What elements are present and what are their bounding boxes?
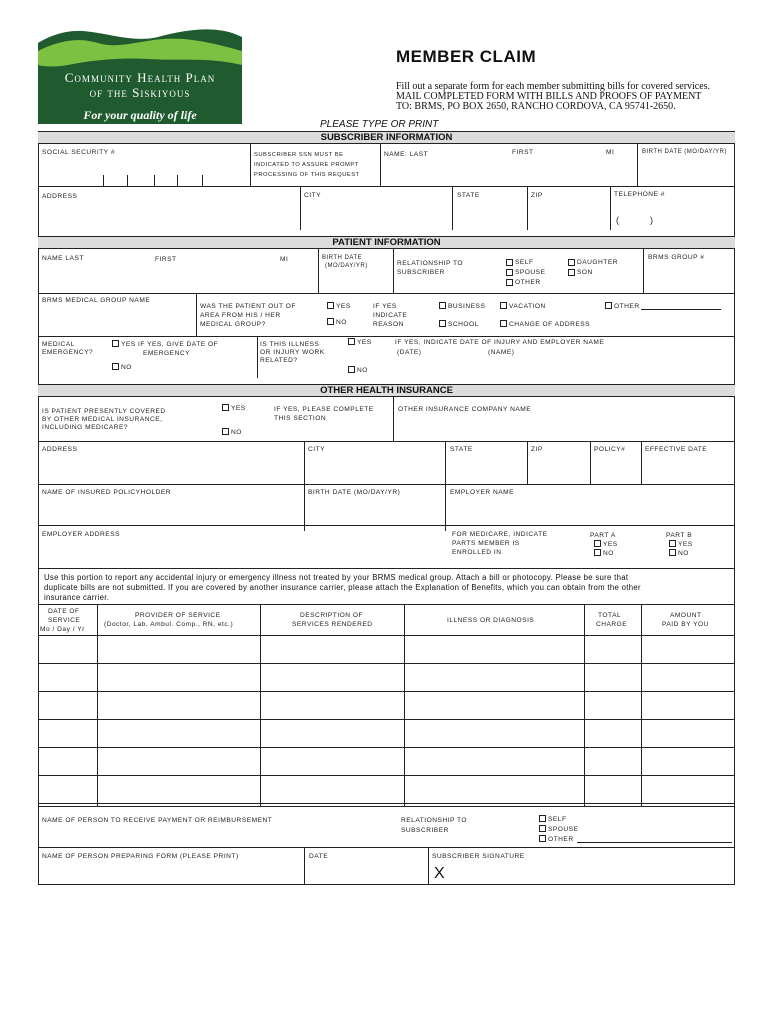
other-coverage-question: IS PATIENT PRESENTLY COVERED (42, 408, 166, 415)
patient-mi-field[interactable]: MI (280, 256, 289, 263)
other-coverage-no-checkbox[interactable] (222, 428, 229, 435)
subscriber-birth-date-field[interactable]: BIRTH DATE (MO/DAY/YR) (642, 149, 728, 155)
payee-other-checkbox[interactable] (539, 835, 546, 842)
complete-section-note: IF YES, PLEASE COMPLETE (274, 406, 374, 413)
table-row[interactable] (38, 663, 735, 664)
patient-last-name-field[interactable]: NAME LAST (42, 255, 84, 262)
signature-x-mark: X (434, 865, 445, 882)
part-a-no-checkbox[interactable] (594, 549, 601, 556)
subscriber-mi-field[interactable]: MI (606, 149, 615, 156)
work-related-no-checkbox[interactable] (348, 366, 355, 373)
emergency-no-checkbox[interactable] (112, 363, 119, 370)
medicare-part-a-label: PART A (590, 532, 616, 539)
logo-name: Community Health Plan of the Siskiyous (64, 70, 216, 100)
subscriber-telephone-field[interactable]: TELEPHONE # (614, 191, 665, 198)
medicare-parts-question: FOR MEDICARE, INDICATE (452, 531, 548, 538)
other-ins-policy-field[interactable]: POLICY# (594, 446, 626, 453)
subscriber-first-name-field[interactable]: FIRST (512, 149, 534, 156)
medical-emergency-question: MEDICAL (42, 341, 75, 348)
col-date-of-service: DATE OF (48, 608, 80, 615)
other-ins-city-field[interactable]: CITY (308, 446, 326, 453)
relationship-self-checkbox[interactable] (506, 259, 513, 266)
instruction-line-1: Fill out a separate form for each member submitting bills for covered services. (396, 81, 711, 92)
emergency-yes-checkbox[interactable] (112, 340, 119, 347)
preparer-name-field[interactable]: NAME OF PERSON PREPARING FORM (PLEASE PRINT) (42, 853, 239, 860)
page-title: MEMBER CLAIM (396, 47, 537, 66)
ssn-label[interactable]: SOCIAL SECURITY # (42, 149, 115, 156)
brms-medical-group-field[interactable]: BRMS MEDICAL GROUP NAME (42, 297, 151, 304)
col-amount-paid: AMOUNT (670, 612, 702, 619)
reason-label: IF YES (373, 303, 397, 310)
patient-first-name-field[interactable]: FIRST (155, 256, 177, 263)
col-illness-diagnosis: ILLNESS OR DIAGNOSIS (447, 617, 535, 624)
reason-business-checkbox[interactable] (439, 302, 446, 309)
table-row (38, 635, 735, 636)
table-row[interactable] (38, 747, 735, 748)
out-of-area-no-checkbox[interactable] (327, 318, 334, 325)
table-row[interactable] (38, 775, 735, 776)
work-related-yes-checkbox[interactable] (348, 338, 355, 345)
notice-text: Use this portion to report any accidental injury or emergency illness not treated by your BRMS medical group. Attach a bill or photocopy. Please be sure that (44, 573, 629, 582)
subscriber-zip-field[interactable]: ZIP (531, 192, 543, 199)
other-coverage-yes-checkbox[interactable] (222, 404, 229, 411)
insured-policyholder-field[interactable]: NAME OF INSURED POLICYHOLDER (42, 489, 172, 496)
out-of-area-question: WAS THE PATIENT OUT OF (200, 303, 296, 310)
subscriber-address-field[interactable]: ADDRESS (42, 193, 78, 200)
relationship-other-checkbox[interactable] (506, 279, 513, 286)
date-field[interactable]: DATE (309, 853, 329, 860)
payee-self-checkbox[interactable] (539, 815, 546, 822)
brms-group-field[interactable]: BRMS GROUP # (648, 254, 705, 261)
subscriber-last-name-field[interactable]: NAME: LAST (384, 151, 429, 158)
part-a-yes-checkbox[interactable] (594, 540, 601, 547)
relationship-son-checkbox[interactable] (568, 269, 575, 276)
table-row[interactable] (38, 691, 735, 692)
col-description: DESCRIPTION OF (300, 612, 364, 619)
col-provider-of-service: PROVIDER OF SERVICE (135, 612, 221, 619)
subscriber-city-field[interactable]: CITY (304, 192, 322, 199)
part-b-no-checkbox[interactable] (669, 549, 676, 556)
reason-vacation-checkbox[interactable] (500, 302, 507, 309)
relationship-spouse-checkbox[interactable] (506, 269, 513, 276)
subscriber-state-field[interactable]: STATE (457, 192, 480, 199)
logo (38, 7, 242, 124)
instruction-line-2: MAIL COMPLETED FORM WITH BILLS AND PROOFS OF PAYMENT (396, 91, 702, 102)
part-b-yes-checkbox[interactable] (669, 540, 676, 547)
col-total-charge: TOTAL (598, 612, 622, 619)
table-row[interactable] (38, 719, 735, 720)
other-ins-zip-field[interactable]: ZIP (531, 446, 543, 453)
patient-relationship-label: RELATIONSHIP TO (397, 260, 464, 267)
logo-landscape-icon (38, 7, 242, 124)
reason-other-checkbox[interactable] (605, 302, 612, 309)
subscriber-signature-field[interactable]: SUBSCRIBER SIGNATURE (432, 853, 525, 860)
reason-school-checkbox[interactable] (439, 320, 446, 327)
payee-relationship-label: RELATIONSHIP TO (401, 817, 468, 824)
other-insurance-section-header: OTHER HEALTH INSURANCE (38, 384, 735, 397)
patient-birth-date-field[interactable]: BIRTH DATE (322, 255, 363, 261)
payee-spouse-checkbox[interactable] (539, 825, 546, 832)
relationship-daughter-checkbox[interactable] (568, 259, 575, 266)
employer-name-field[interactable]: EMPLOYER NAME (450, 489, 515, 496)
medicare-part-b-label: PART B (666, 532, 693, 539)
other-insurance-company-field[interactable]: OTHER INSURANCE COMPANY NAME (398, 406, 532, 413)
logo-tagline: For your quality of life (83, 108, 197, 122)
table-row[interactable] (38, 803, 735, 804)
employer-address-field[interactable]: EMPLOYER ADDRESS (42, 531, 120, 538)
insured-birth-date-field[interactable]: BIRTH DATE (MO/DAY/YR) (308, 489, 401, 496)
injury-details-field[interactable]: IF YES, INDICATE DATE OF INJURY AND EMPLOYER NAME (395, 339, 605, 346)
instruction-line-3: TO: BRMS, PO BOX 2650, RANCHO CORDOVA, CA 95741-2650. (396, 101, 676, 112)
subscriber-section-header: SUBSCRIBER INFORMATION (38, 131, 735, 144)
out-of-area-yes-checkbox[interactable] (327, 302, 334, 309)
type-or-print-note: PLEASE TYPE OR PRINT (320, 119, 439, 130)
payee-name-field[interactable]: NAME OF PERSON TO RECEIVE PAYMENT OR REIMBURSEMENT (42, 817, 273, 824)
reason-change-of-address-checkbox[interactable] (500, 320, 507, 327)
patient-section-header: PATIENT INFORMATION (38, 236, 735, 249)
other-ins-address-field[interactable]: ADDRESS (42, 446, 78, 453)
work-related-question: IS THIS ILLNESS (260, 341, 320, 348)
other-ins-effective-date-field[interactable]: EFFECTIVE DATE (645, 446, 708, 453)
other-ins-state-field[interactable]: STATE (450, 446, 473, 453)
ssn-note: SUBSCRIBER SSN MUST BE (254, 152, 344, 158)
